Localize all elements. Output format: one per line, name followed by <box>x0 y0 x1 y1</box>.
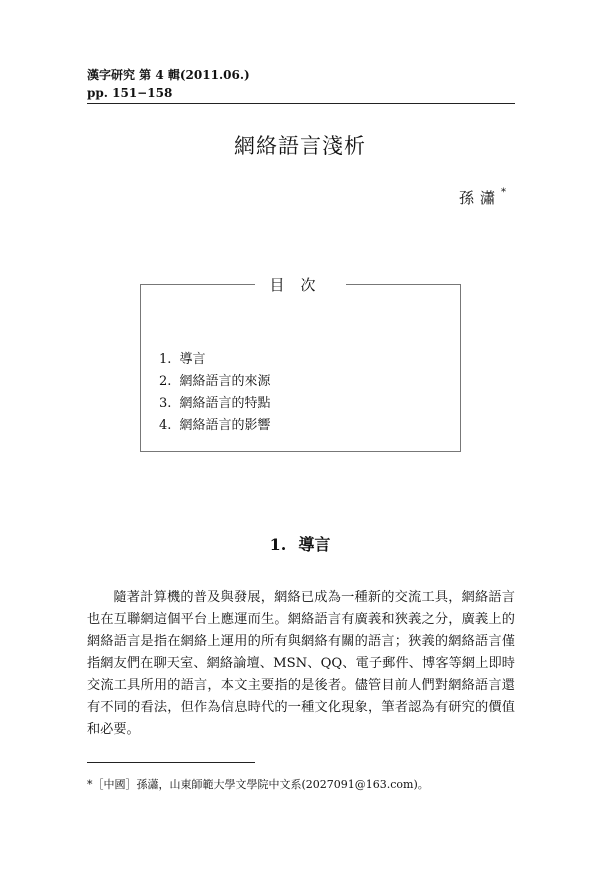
article-title: 網絡語言淺析 <box>234 134 366 158</box>
table-of-contents <box>140 276 461 452</box>
toc-item-label: 導言 <box>179 352 206 367</box>
footnote: *［中國］孫瀟，山東師範大學文學院中文系(2027091@163.com)。 <box>87 778 429 791</box>
journal-issue: 漢字研究 第 4 輯(2011.06.) <box>87 68 250 82</box>
journal-header <box>87 66 250 102</box>
toc-list <box>159 349 271 437</box>
toc-item <box>159 415 271 437</box>
footnote-rule <box>87 762 255 763</box>
toc-item-number: 2. <box>159 374 172 389</box>
toc-item <box>159 349 271 371</box>
section-heading <box>0 532 600 555</box>
toc-item <box>159 371 271 393</box>
body-paragraph: 隨著計算機的普及與發展，網絡已成為一種新的交流工具，網絡語言也在互聯網這個平台上應運而生。網絡語言有廣義和狹義之分，廣義上的網絡語言是指在網絡上運用的所有與網絡有關的語言；狹義的網絡語言僅指網友們在聊天室、網絡論壇、MSN、QQ、電子郵件、博客等網上即時交流工具所用的語言，本文主要指的是後者。儘管目前人們對網絡語言還有不同的看法，但作為信息時代的一種文化現象，筆者認為有研究的價值和必要。 <box>87 590 515 737</box>
section-number: 1. <box>269 535 287 554</box>
toc-item-label: 網絡語言的特點 <box>179 396 271 411</box>
header-rule <box>87 103 515 104</box>
toc-item-label: 網絡語言的影響 <box>179 418 271 433</box>
journal-pages: pp. 151−158 <box>87 86 173 100</box>
toc-title: 目次 <box>255 276 345 294</box>
toc-item <box>159 393 271 415</box>
toc-item-number: 1. <box>159 352 172 367</box>
toc-item-number: 3. <box>159 396 172 411</box>
toc-item-number: 4. <box>159 418 172 433</box>
section-title: 導言 <box>298 535 331 554</box>
author-name: 孫瀟 <box>458 189 501 207</box>
toc-item-label: 網絡語言的來源 <box>179 374 271 389</box>
author-block <box>459 187 506 208</box>
author-footnote-mark: * <box>501 187 506 198</box>
